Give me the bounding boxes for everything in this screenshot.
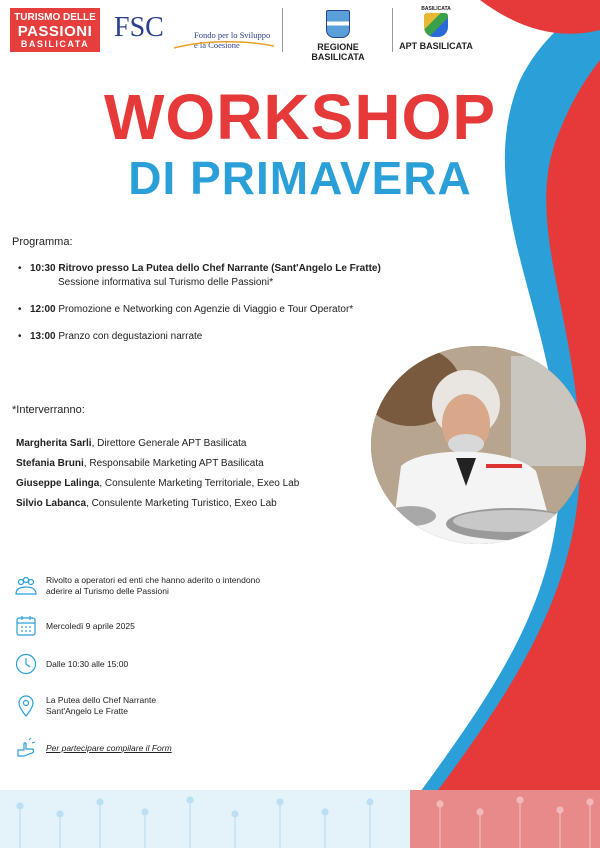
programma-time: 12:00: [30, 304, 56, 315]
speaker-name: Silvio Labanca: [16, 498, 87, 509]
speakers-list: [16, 434, 376, 514]
logo-divider: [282, 8, 283, 52]
regione-label: REGIONE BASILICATA: [311, 42, 365, 62]
place-text: [46, 695, 156, 717]
clock-icon: [14, 652, 38, 676]
calendar-icon: [14, 614, 38, 638]
fsc-sub-line2: e la Coesione: [194, 40, 240, 50]
logo-tdp-line3: BASILICATA: [20, 39, 90, 49]
floral-footer: [0, 790, 600, 848]
fsc-swoosh-icon: [174, 40, 274, 50]
date-text: Mercoledì 9 aprile 2025: [46, 620, 135, 631]
regione-basilicata-logo: [290, 8, 386, 62]
fsc-sub-line1: Fondo per lo Sviluppo: [194, 30, 271, 40]
logo-tdp-line1: TURISMO DELLE: [14, 12, 96, 23]
speaker-name: Margherita Sarli: [16, 438, 92, 449]
logo-tdp-line2: PASSIONI: [17, 23, 93, 40]
audience-line2: aderire al Turismo delle Passioni: [46, 586, 169, 596]
chef-illustration: [371, 346, 586, 544]
regione-crest-icon: [326, 10, 350, 38]
group-icon: [14, 574, 38, 598]
apt-crest-icon: [424, 13, 448, 37]
programma-time: 13:00: [30, 331, 56, 342]
time-info: [14, 652, 128, 676]
programma-text: Pranzo con degustazioni narrate: [58, 331, 203, 342]
fsc-logo: [114, 10, 274, 54]
programma-label: Programma:: [12, 236, 73, 248]
programma-item: [18, 262, 438, 290]
title-workshop: WORKSHOP: [104, 81, 496, 153]
interverranno-label: *Interverranno:: [12, 404, 85, 416]
speaker-item: [16, 474, 376, 494]
date-info: [14, 614, 135, 638]
bullet-icon: •: [18, 304, 22, 315]
chef-photo: [371, 346, 586, 544]
logo-divider: [392, 8, 393, 52]
programma-text: Promozione e Networking con Agenzie di Viaggio e Tour Operator*: [58, 304, 354, 315]
bullet-icon: •: [18, 331, 22, 342]
apt-label: APT BASILICATA: [399, 41, 473, 51]
programma-subtext: Sessione informativa sul Turismo delle Passioni*: [58, 277, 274, 288]
audience-line1: Rivolto a operatori ed enti che hanno aderito o intendono: [46, 575, 261, 585]
programma-list: [18, 262, 438, 357]
programma-time: 10:30: [30, 263, 56, 274]
speaker-item: [16, 494, 376, 514]
speaker-role: , Consulente Marketing Territoriale, Exeo Lab: [99, 478, 300, 489]
location-pin-icon: [14, 694, 38, 718]
bullet-icon: •: [18, 263, 22, 274]
turismo-passioni-logo: [10, 8, 100, 52]
apt-basilicata-logo: [398, 6, 474, 51]
place-info: [14, 694, 156, 718]
programma-item: [18, 303, 438, 317]
speaker-name: Giuseppe Lalinga: [16, 478, 100, 489]
speaker-item: [16, 454, 376, 474]
place-line2: Sant'Angelo Le Fratte: [46, 706, 128, 716]
title-primavera: DI PRIMAVERA: [128, 152, 472, 204]
speaker-name: Stefania Bruni: [16, 458, 84, 469]
speaker-role: , Consulente Marketing Turistico, Exeo Lab: [86, 498, 277, 509]
place-line1: La Putea dello Chef Narrante: [46, 695, 157, 705]
form-link[interactable]: Per partecipare compilare il Form: [46, 742, 172, 753]
fsc-abbr: FSC: [114, 12, 164, 43]
audience-info: [14, 574, 260, 598]
audience-text: [46, 575, 260, 597]
hand-click-icon: [14, 736, 38, 760]
time-text: Dalle 10:30 alle 15:00: [46, 658, 129, 669]
speaker-role: , Direttore Generale APT Basilicata: [91, 438, 247, 449]
speaker-item: [16, 434, 376, 454]
programma-text: Ritrovo presso La Putea dello Chef Narrante (Sant'Angelo Le Fratte): [58, 263, 381, 274]
header-logos: [0, 0, 600, 62]
apt-small-label: BASILICATA: [421, 6, 451, 12]
programma-item: [18, 330, 438, 344]
form-info[interactable]: [14, 736, 172, 760]
speaker-role: , Responsabile Marketing APT Basilicata: [83, 458, 264, 469]
